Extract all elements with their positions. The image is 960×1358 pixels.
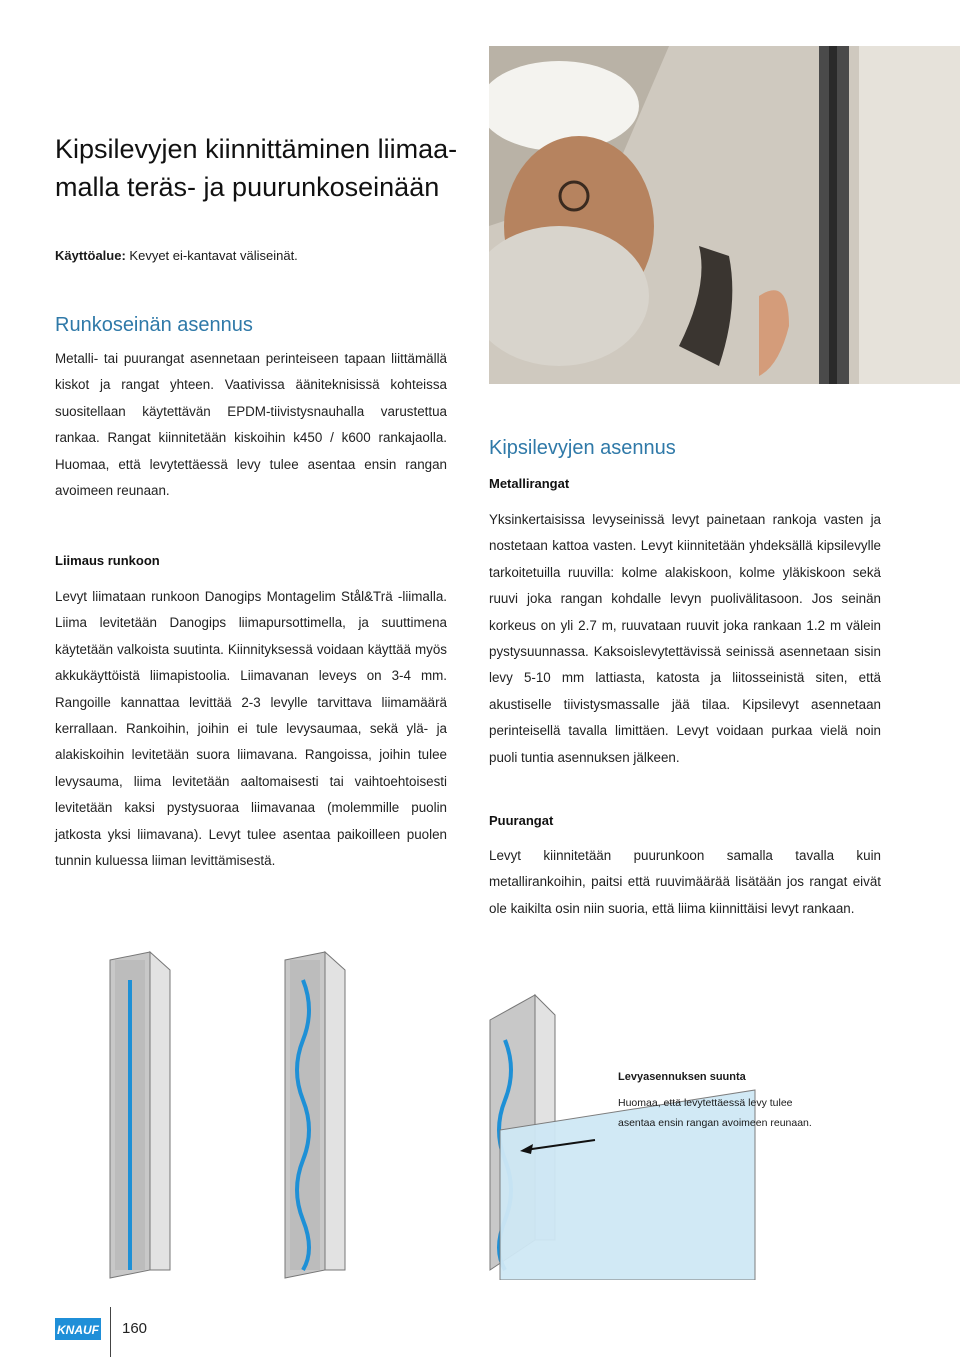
usage-value: Kevyet ei-kantavat väliseinät. xyxy=(129,248,298,263)
stud-straight-glue xyxy=(110,952,170,1278)
metallirangat-text: Yksinkertaisissa levyseinissä levyt painetaan rankoja vasten ja nostetaan kattoa vasten. Levyt kiinnitetään yhdeksällä kipsilevylle tarkoitetuilla ruuvilla: kolme alakiskoon, kolme yläkiskoon sekä ruuvi joka rangan kohdalle levyn puolivälitasoon. Jos seinän korkeus on yli 2.7 m, ruuvataan ruuvit joka rankaan 1.2 m välein pystysuunnassa. Kaksoislevytettävissä seinissä asennetaan sisin levy 5-10 mm lattiasta, katosta ja liitosseinistä siten, että akustiselle tiivistysmassalle jää tilaa. Kipsilevyt asennetaan perinteisellä tavalla limittäen. Levyt voidaan purkaa vielä noin puoli tuntia asennuksen jälkeen. xyxy=(489,512,881,765)
section-liimaus-text: Levyt liimataan runkoon Danogips Montagelim Stål&Trä -liimalla. Liima levitetään Danogips liimapursottimella, ja suuttimena käytetään valkoista suutinta. Kiinnityksessä voidaan käyttää myös akkukäyttöistä liimapistoolia. Liimavanan leveys on 3-4 mm. Rangoille kannattaa levittää 2-3 levylle tarvittava liimamäärä kerrallaan. Rankoihin, joihin ei tule levysaumaa, sekä ylä- ja alakiskoihin levitetään suora liimavana. Rangoissa, joihin tulee levysauma, liima levitetään aaltomaisesti tai vaihtoehtoisesti levitetään kaksi pystysuoraa liimavanaa (molemmille puolin jatkosta yksi liimavana). Levyt tulee asentaa paikoilleen puolen tunnin kuluessa liiman levittämisestä. xyxy=(55,589,447,869)
section-runkoseina-heading: Runkoseinän asennus xyxy=(55,314,253,336)
puurangat-text: Levyt kiinnitetään puurunkoon samalla tavalla kuin metallirankoihin, paitsi että ruuvimäärää lisätään jos rangat eivät ole kaikilta osin niin suoria, että liima kiinnittäisi levyt rankaan. xyxy=(489,848,881,916)
usage-label: Käyttöalue: xyxy=(55,248,126,263)
section-kipsilevy-heading: Kipsilevyjen asennus xyxy=(489,437,676,459)
worker-photo xyxy=(489,46,960,384)
page-title xyxy=(55,130,475,206)
page-title-line1: Kipsilevyjen kiinnittäminen liimaa- xyxy=(55,134,458,164)
stud-illustrations xyxy=(55,940,955,1280)
stud-with-board xyxy=(490,995,755,1280)
metallirangat-heading: Metallirangat xyxy=(489,476,570,491)
footer-divider xyxy=(110,1307,111,1357)
direction-note-body xyxy=(618,1093,818,1133)
knauf-logo-mark xyxy=(55,1318,101,1340)
knauf-logo xyxy=(55,1318,101,1345)
stud-wavy-glue xyxy=(285,952,345,1278)
knauf-logo-text: KNAUF xyxy=(57,1323,99,1337)
page-number: 160 xyxy=(122,1320,148,1337)
direction-note-line1: Huomaa, että levytettäessä levy tulee xyxy=(618,1097,793,1109)
direction-note-line2: asentaa ensin rangan avoimeen reunaan. xyxy=(618,1117,812,1129)
section-liimaus-heading: Liimaus runkoon xyxy=(55,553,160,568)
direction-note-title: Levyasennuksen suunta xyxy=(618,1071,746,1083)
worker-photo-illustration xyxy=(489,46,960,384)
page-title-line2: malla teräs- ja puurunkoseinään xyxy=(55,172,440,202)
section-runkoseina-text: Metalli- tai puurangat asennetaan perinteiseen tapaan liittämällä kiskot ja rangat yhteen. Vaativissa ääniteknisissä kohteissa suositellaan käytettävän EPDM-tiivistysnauhalla varustettua rankaa. Rangat kiinnitetään kiskoihin k450 / k600 rankajaolla. Huomaa, että levytettäessä levy tulee asentaa ensin rangan avoimeen reunaan. xyxy=(55,351,447,499)
puurangat-heading: Puurangat xyxy=(489,813,554,828)
usage-line xyxy=(55,248,298,263)
